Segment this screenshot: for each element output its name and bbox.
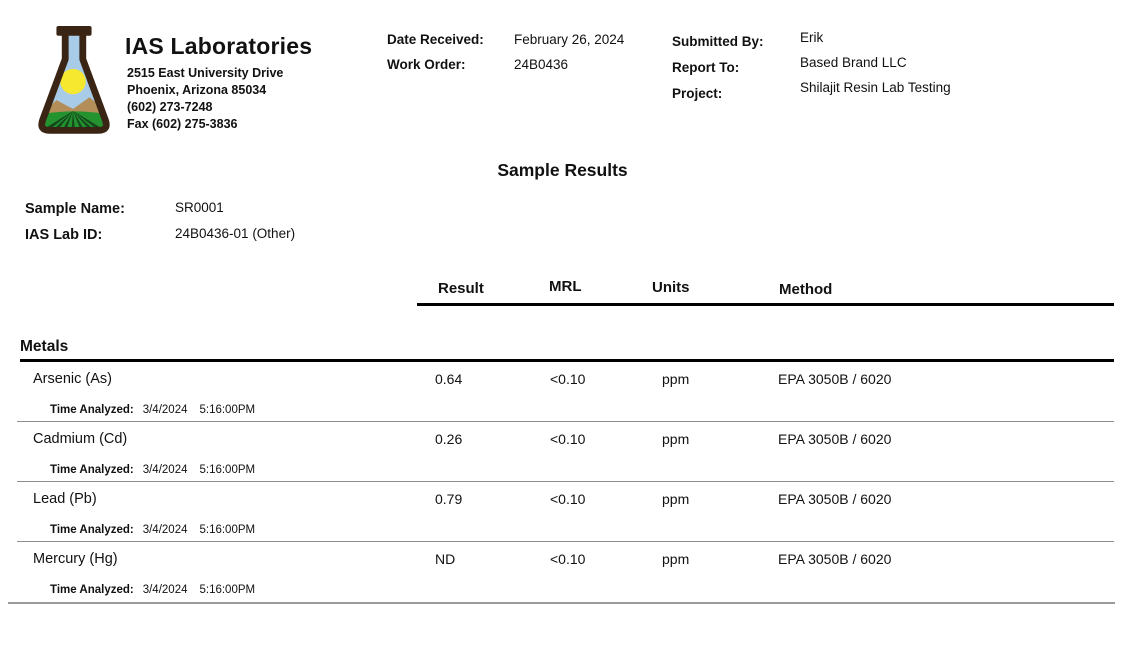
column-header-method: Method <box>779 281 833 298</box>
time-analyzed-line <box>50 404 255 416</box>
company-address-line1: 2515 East University Drive <box>127 66 284 80</box>
time-analyzed-label: Time Analyzed: <box>50 404 134 416</box>
mrl-value: <0.10 <box>550 491 586 507</box>
section-title-metals: Metals <box>20 338 69 355</box>
time-analyzed-line <box>50 584 255 596</box>
result-value: ND <box>435 551 456 567</box>
time-analyzed-time: 5:16:00PM <box>199 524 256 536</box>
sample-name-value: SR0001 <box>175 200 224 215</box>
company-phone: (602) 273-7248 <box>127 100 213 114</box>
lab-id-label: IAS Lab ID: <box>25 227 103 243</box>
result-value: 0.26 <box>435 431 463 447</box>
analyte-name: Mercury (Hg) <box>33 551 118 567</box>
lab-id-value: 24B0436-01 (Other) <box>175 226 296 241</box>
mrl-value: <0.10 <box>550 551 586 567</box>
units-value: ppm <box>662 371 690 387</box>
method-value: EPA 3050B / 6020 <box>778 371 892 387</box>
work-order-label: Work Order: <box>387 57 466 72</box>
sample-name-label: Sample Name: <box>25 201 125 217</box>
header-rule <box>417 303 1114 306</box>
company-address-block <box>127 65 283 133</box>
time-analyzed-date: 3/4/2024 <box>142 464 188 476</box>
page-title: Sample Results <box>497 160 628 180</box>
date-received-value: February 26, 2024 <box>514 32 625 47</box>
work-order-value: 24B0436 <box>514 57 569 72</box>
units-value: ppm <box>662 551 690 567</box>
time-analyzed-line <box>50 524 255 536</box>
report-to-value: Based Brand LLC <box>800 55 907 70</box>
project-value: Shilajit Resin Lab Testing <box>800 80 951 95</box>
time-analyzed-label: Time Analyzed: <box>50 464 134 476</box>
results-rows <box>17 362 1114 602</box>
time-analyzed-time: 5:16:00PM <box>199 404 256 416</box>
time-analyzed-date: 3/4/2024 <box>142 584 188 596</box>
table-row <box>17 542 1114 602</box>
result-value: 0.64 <box>435 371 463 387</box>
date-received-label: Date Received: <box>387 32 484 47</box>
column-header-mrl: MRL <box>549 278 582 295</box>
submitted-by-value: Erik <box>800 30 824 45</box>
time-analyzed-date: 3/4/2024 <box>142 404 188 416</box>
units-value: ppm <box>662 431 690 447</box>
column-header-units: Units <box>652 279 690 296</box>
company-name: IAS Laboratories <box>125 33 313 59</box>
table-bottom-rule <box>8 602 1115 604</box>
submitted-by-label: Submitted By: <box>672 34 764 49</box>
time-analyzed-time: 5:16:00PM <box>199 584 256 596</box>
units-value: ppm <box>662 491 690 507</box>
report-to-label: Report To: <box>672 60 740 75</box>
table-row <box>17 482 1114 542</box>
table-row <box>17 422 1114 482</box>
method-value: EPA 3050B / 6020 <box>778 551 892 567</box>
analyte-name: Cadmium (Cd) <box>33 431 128 447</box>
analyte-name: Lead (Pb) <box>33 491 97 507</box>
table-row <box>17 362 1114 422</box>
time-analyzed-date: 3/4/2024 <box>142 524 188 536</box>
time-analyzed-line <box>50 464 255 476</box>
mrl-value: <0.10 <box>550 371 586 387</box>
project-label: Project: <box>672 86 723 101</box>
analyte-name: Arsenic (As) <box>33 371 112 387</box>
company-address-line2: Phoenix, Arizona 85034 <box>127 83 267 97</box>
company-fax: Fax (602) 275-3836 <box>127 117 238 131</box>
mrl-value: <0.10 <box>550 431 586 447</box>
column-header-result: Result <box>438 280 484 297</box>
result-value: 0.79 <box>435 491 463 507</box>
time-analyzed-label: Time Analyzed: <box>50 524 134 536</box>
flask-landscape-logo-icon <box>30 24 118 146</box>
time-analyzed-label: Time Analyzed: <box>50 584 134 596</box>
time-analyzed-time: 5:16:00PM <box>199 464 256 476</box>
method-value: EPA 3050B / 6020 <box>778 431 892 447</box>
method-value: EPA 3050B / 6020 <box>778 491 892 507</box>
